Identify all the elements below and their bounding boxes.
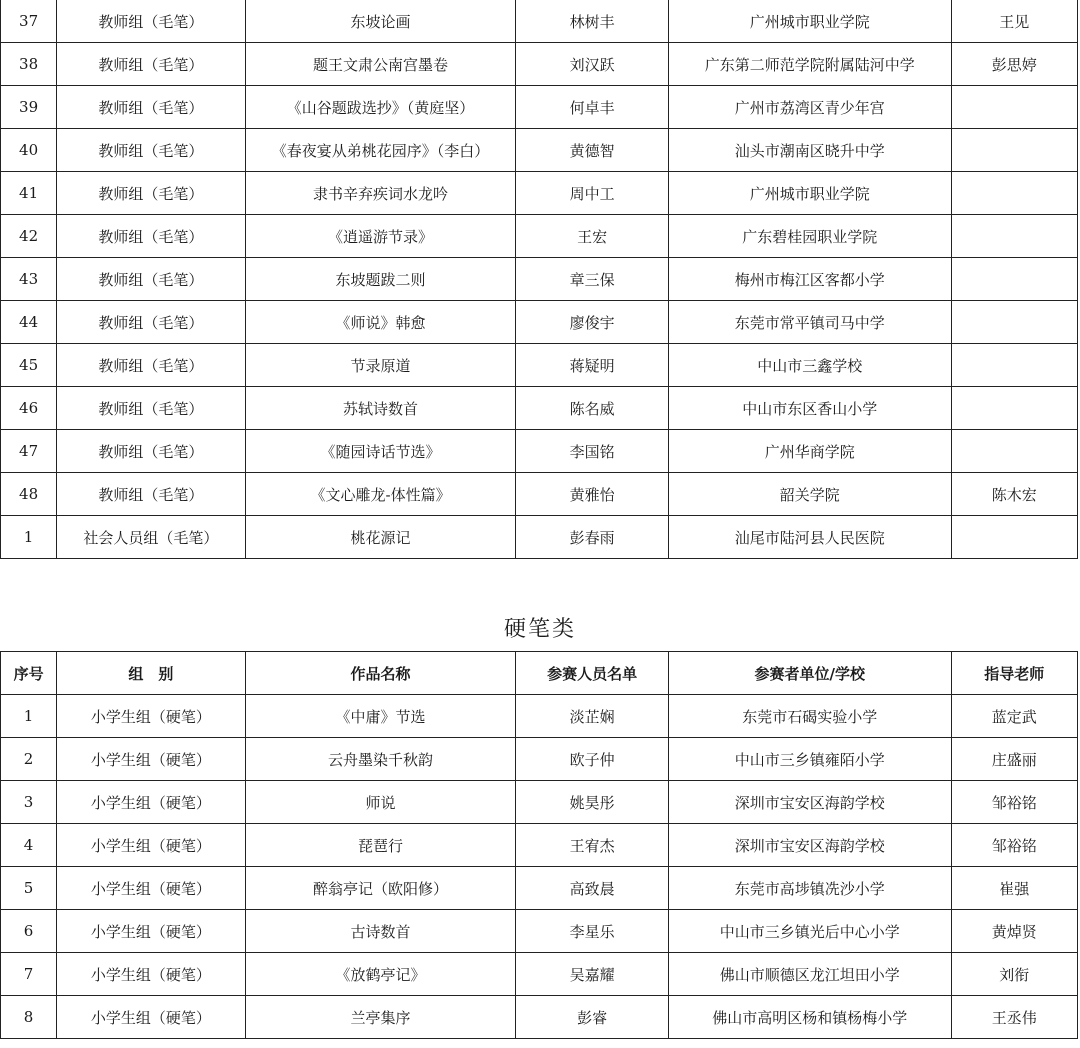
cell-teacher: 刘衔 bbox=[951, 953, 1077, 996]
cell-work-title: 琵琶行 bbox=[245, 824, 516, 867]
cell-participant: 陈名威 bbox=[516, 387, 668, 430]
table-row bbox=[1, 996, 1078, 1039]
header-participant: 参赛人员名单 bbox=[516, 652, 668, 695]
cell-school: 深圳市宝安区海韵学校 bbox=[668, 824, 951, 867]
cell-participant: 彭睿 bbox=[516, 996, 668, 1039]
cell-participant: 王宥杰 bbox=[516, 824, 668, 867]
cell-work-title: 师说 bbox=[245, 781, 516, 824]
table-row bbox=[1, 258, 1078, 301]
cell-group: 教师组（毛笔） bbox=[57, 172, 246, 215]
cell-group: 教师组（毛笔） bbox=[57, 301, 246, 344]
cell-number: 46 bbox=[1, 387, 57, 430]
table-row bbox=[1, 0, 1078, 43]
cell-group: 教师组（毛笔） bbox=[57, 129, 246, 172]
header-work-title: 作品名称 bbox=[245, 652, 516, 695]
cell-number: 37 bbox=[1, 0, 57, 43]
cell-school: 东莞市石碣实验小学 bbox=[668, 695, 951, 738]
cell-number: 3 bbox=[1, 781, 57, 824]
cell-school: 佛山市顺德区龙江坦田小学 bbox=[668, 953, 951, 996]
cell-participant: 李星乐 bbox=[516, 910, 668, 953]
cell-number: 40 bbox=[1, 129, 57, 172]
cell-participant: 淡芷娴 bbox=[516, 695, 668, 738]
cell-teacher: 邹裕铭 bbox=[951, 824, 1077, 867]
cell-group: 教师组（毛笔） bbox=[57, 473, 246, 516]
cell-number: 42 bbox=[1, 215, 57, 258]
hardpen-results-body bbox=[1, 695, 1078, 1039]
cell-number: 6 bbox=[1, 910, 57, 953]
cell-school: 广州华商学院 bbox=[668, 430, 951, 473]
table-row bbox=[1, 344, 1078, 387]
section-title: 硬笔类 bbox=[503, 617, 576, 642]
cell-work-title: 隶书辛弃疾词水龙吟 bbox=[245, 172, 516, 215]
cell-participant: 姚昊彤 bbox=[516, 781, 668, 824]
table-row bbox=[1, 387, 1078, 430]
table-row bbox=[1, 910, 1078, 953]
cell-number: 1 bbox=[1, 516, 57, 559]
cell-group: 教师组（毛笔） bbox=[57, 344, 246, 387]
cell-group: 小学生组（硬笔） bbox=[57, 867, 246, 910]
cell-school: 汕尾市陆河县人民医院 bbox=[668, 516, 951, 559]
cell-work-title: 苏轼诗数首 bbox=[245, 387, 516, 430]
cell-group: 教师组（毛笔） bbox=[57, 86, 246, 129]
cell-work-title: 《随园诗话节选》 bbox=[245, 430, 516, 473]
cell-school: 韶关学院 bbox=[668, 473, 951, 516]
cell-work-title: 东坡论画 bbox=[245, 0, 516, 43]
cell-school: 中山市三鑫学校 bbox=[668, 344, 951, 387]
cell-group: 教师组（毛笔） bbox=[57, 215, 246, 258]
cell-participant: 高致晨 bbox=[516, 867, 668, 910]
table-row bbox=[1, 172, 1078, 215]
cell-group: 小学生组（硬笔） bbox=[57, 781, 246, 824]
cell-number: 7 bbox=[1, 953, 57, 996]
cell-teacher bbox=[951, 387, 1077, 430]
cell-teacher: 王见 bbox=[951, 0, 1077, 43]
cell-school: 中山市东区香山小学 bbox=[668, 387, 951, 430]
cell-participant: 刘汉跃 bbox=[516, 43, 668, 86]
cell-teacher bbox=[951, 215, 1077, 258]
cell-group: 小学生组（硬笔） bbox=[57, 953, 246, 996]
table-row bbox=[1, 129, 1078, 172]
cell-participant: 林树丰 bbox=[516, 0, 668, 43]
cell-work-title: 《逍遥游节录》 bbox=[245, 215, 516, 258]
cell-teacher: 彭思婷 bbox=[951, 43, 1077, 86]
cell-participant: 周中工 bbox=[516, 172, 668, 215]
cell-group: 教师组（毛笔） bbox=[57, 258, 246, 301]
cell-work-title: 古诗数首 bbox=[245, 910, 516, 953]
table-header bbox=[1, 652, 1078, 695]
cell-number: 47 bbox=[1, 430, 57, 473]
cell-work-title: 《中庸》节选 bbox=[245, 695, 516, 738]
cell-participant: 彭春雨 bbox=[516, 516, 668, 559]
table-row bbox=[1, 953, 1078, 996]
cell-school: 广州城市职业学院 bbox=[668, 0, 951, 43]
cell-number: 45 bbox=[1, 344, 57, 387]
cell-group: 教师组（毛笔） bbox=[57, 0, 246, 43]
cell-work-title: 桃花源记 bbox=[245, 516, 516, 559]
cell-participant: 廖俊宇 bbox=[516, 301, 668, 344]
cell-group: 教师组（毛笔） bbox=[57, 43, 246, 86]
table-row bbox=[1, 43, 1078, 86]
cell-work-title: 《山谷题跋选抄》（黄庭坚） bbox=[245, 86, 516, 129]
cell-group: 小学生组（硬笔） bbox=[57, 996, 246, 1039]
cell-number: 44 bbox=[1, 301, 57, 344]
cell-school: 广州城市职业学院 bbox=[668, 172, 951, 215]
cell-school: 东莞市常平镇司马中学 bbox=[668, 301, 951, 344]
cell-participant: 黄雅怡 bbox=[516, 473, 668, 516]
cell-school: 中山市三乡镇光后中心小学 bbox=[668, 910, 951, 953]
cell-participant: 李国铭 bbox=[516, 430, 668, 473]
cell-teacher: 蓝定武 bbox=[951, 695, 1077, 738]
cell-school: 中山市三乡镇雍陌小学 bbox=[668, 738, 951, 781]
cell-participant: 吴嘉耀 bbox=[516, 953, 668, 996]
cell-number: 2 bbox=[1, 738, 57, 781]
cell-teacher bbox=[951, 129, 1077, 172]
cell-number: 48 bbox=[1, 473, 57, 516]
cell-number: 43 bbox=[1, 258, 57, 301]
cell-number: 41 bbox=[1, 172, 57, 215]
cell-participant: 章三保 bbox=[516, 258, 668, 301]
cell-school: 深圳市宝安区海韵学校 bbox=[668, 781, 951, 824]
cell-participant: 何卓丰 bbox=[516, 86, 668, 129]
cell-teacher: 黄焯贤 bbox=[951, 910, 1077, 953]
cell-school: 东莞市高埗镇冼沙小学 bbox=[668, 867, 951, 910]
cell-participant: 欧子仲 bbox=[516, 738, 668, 781]
cell-teacher: 崔强 bbox=[951, 867, 1077, 910]
cell-number: 39 bbox=[1, 86, 57, 129]
cell-teacher: 陈木宏 bbox=[951, 473, 1077, 516]
cell-group: 小学生组（硬笔） bbox=[57, 738, 246, 781]
cell-work-title: 节录原道 bbox=[245, 344, 516, 387]
cell-school: 汕头市潮南区晓升中学 bbox=[668, 129, 951, 172]
cell-number: 38 bbox=[1, 43, 57, 86]
header-school: 参赛者单位/学校 bbox=[668, 652, 951, 695]
header-number: 序号 bbox=[1, 652, 57, 695]
cell-number: 5 bbox=[1, 867, 57, 910]
cell-teacher: 庄盛丽 bbox=[951, 738, 1077, 781]
cell-teacher bbox=[951, 258, 1077, 301]
cell-participant: 黄德智 bbox=[516, 129, 668, 172]
cell-participant: 王宏 bbox=[516, 215, 668, 258]
cell-teacher bbox=[951, 344, 1077, 387]
table-row bbox=[1, 86, 1078, 129]
cell-work-title: 《文心雕龙-体性篇》 bbox=[245, 473, 516, 516]
cell-number: 4 bbox=[1, 824, 57, 867]
cell-teacher bbox=[951, 86, 1077, 129]
cell-group: 小学生组（硬笔） bbox=[57, 824, 246, 867]
cell-work-title: 醉翁亭记（欧阳修） bbox=[245, 867, 516, 910]
cell-teacher bbox=[951, 430, 1077, 473]
table-row bbox=[1, 695, 1078, 738]
cell-school: 佛山市高明区杨和镇杨梅小学 bbox=[668, 996, 951, 1039]
cell-teacher: 邹裕铭 bbox=[951, 781, 1077, 824]
cell-work-title: 《放鹤亭记》 bbox=[245, 953, 516, 996]
cell-participant: 蒋疑明 bbox=[516, 344, 668, 387]
header-row bbox=[1, 652, 1078, 695]
cell-work-title: 兰亭集序 bbox=[245, 996, 516, 1039]
cell-group: 小学生组（硬笔） bbox=[57, 910, 246, 953]
cell-teacher: 王丞伟 bbox=[951, 996, 1077, 1039]
table-row bbox=[1, 824, 1078, 867]
cell-number: 8 bbox=[1, 996, 57, 1039]
table-row bbox=[1, 738, 1078, 781]
cell-number: 1 bbox=[1, 695, 57, 738]
cell-work-title: 题王文肃公南宫墨卷 bbox=[245, 43, 516, 86]
table-row bbox=[1, 781, 1078, 824]
header-teacher: 指导老师 bbox=[951, 652, 1077, 695]
table-row bbox=[1, 473, 1078, 516]
cell-school: 广东碧桂园职业学院 bbox=[668, 215, 951, 258]
cell-work-title: 东坡题跋二则 bbox=[245, 258, 516, 301]
table-row bbox=[1, 867, 1078, 910]
header-group: 组 别 bbox=[57, 652, 246, 695]
cell-group: 教师组（毛笔） bbox=[57, 387, 246, 430]
cell-work-title: 《春夜宴从弟桃花园序》（李白） bbox=[245, 129, 516, 172]
cell-teacher bbox=[951, 516, 1077, 559]
table-row bbox=[1, 516, 1078, 559]
cell-teacher bbox=[951, 301, 1077, 344]
brush-results-body bbox=[1, 0, 1078, 559]
cell-group: 社会人员组（毛笔） bbox=[57, 516, 246, 559]
cell-work-title: 《师说》韩愈 bbox=[245, 301, 516, 344]
cell-teacher bbox=[951, 172, 1077, 215]
cell-school: 广州市荔湾区青少年宫 bbox=[668, 86, 951, 129]
cell-group: 小学生组（硬笔） bbox=[57, 695, 246, 738]
table-row bbox=[1, 430, 1078, 473]
hardpen-results-table bbox=[0, 651, 1078, 1039]
table-row bbox=[1, 215, 1078, 258]
table-row bbox=[1, 301, 1078, 344]
cell-school: 梅州市梅江区客都小学 bbox=[668, 258, 951, 301]
cell-school: 广东第二师范学院附属陆河中学 bbox=[668, 43, 951, 86]
cell-group: 教师组（毛笔） bbox=[57, 430, 246, 473]
cell-work-title: 云舟墨染千秋韵 bbox=[245, 738, 516, 781]
